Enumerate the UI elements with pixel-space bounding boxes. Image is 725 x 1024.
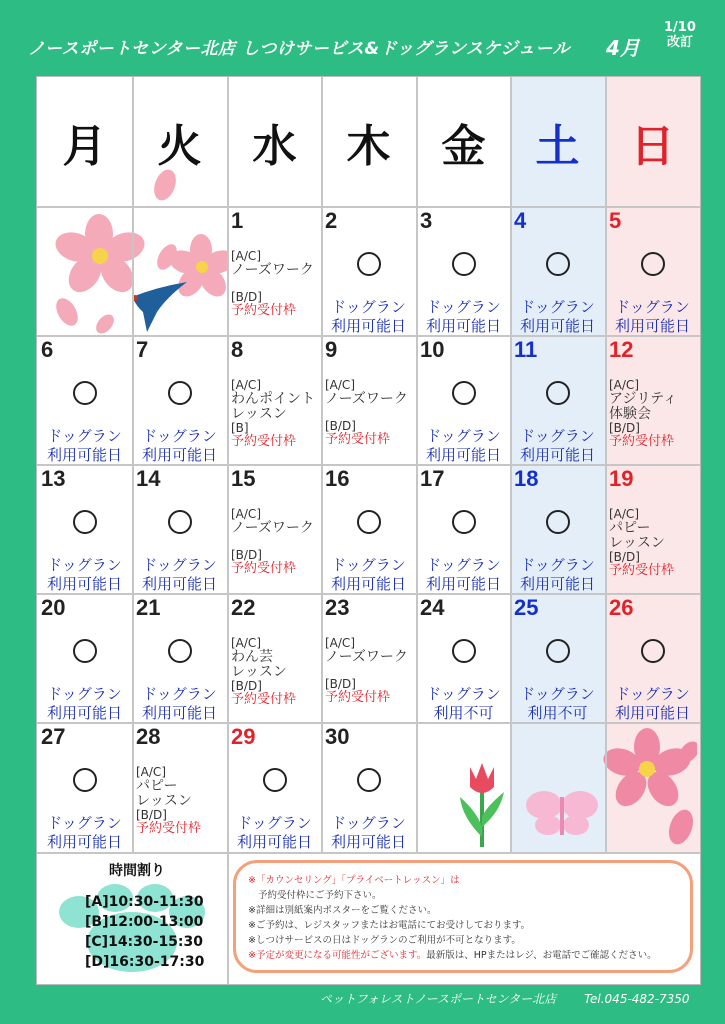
dogrun-label: ドッグラン	[426, 427, 501, 445]
day-cell-22	[227, 593, 322, 722]
weekday-sun: 日	[630, 120, 675, 172]
note-5: 最新版は、HPまたはレジ、お電話でご確認ください。	[426, 950, 657, 961]
day-number: 6	[41, 337, 54, 362]
dogrun-label: ドッグラン	[142, 556, 217, 574]
grid-line-horizontal	[37, 464, 700, 466]
dogrun-label: ドッグラン	[426, 685, 501, 703]
revision-date: 1/10	[664, 20, 696, 35]
dogrun-label: ドッグラン	[47, 814, 122, 832]
activity-name-line2: 体験会	[609, 406, 651, 422]
activity-name: ノーズワーク	[325, 391, 408, 407]
day-cell-8	[227, 335, 322, 464]
day-number: 5	[609, 208, 622, 233]
revision-label	[664, 20, 696, 50]
day-number: 24	[420, 595, 445, 620]
activity-slot-label: [A/C]	[231, 507, 261, 521]
day-number: 23	[325, 595, 350, 620]
day-number: 16	[325, 466, 350, 491]
grid-line-vertical	[510, 77, 512, 852]
day-cell-24	[416, 593, 511, 722]
day-cell-11	[510, 335, 605, 464]
dogrun-status: 利用可能日	[425, 446, 501, 464]
availability-circle-icon	[357, 252, 381, 276]
day-number: 10	[420, 337, 445, 362]
weekday-fri: 金	[441, 120, 486, 172]
activity-name: わんポイント	[231, 391, 315, 407]
availability-circle-icon	[641, 639, 665, 663]
dogrun-status: 利用可能日	[519, 317, 595, 335]
grid-line-vertical	[132, 77, 134, 852]
dogrun-label: ドッグラン	[520, 427, 595, 445]
sakura-swallow-illustration	[47, 212, 227, 337]
reserve-label: 予約受付枠	[231, 561, 297, 576]
dogrun-status: 利用可能日	[46, 833, 122, 851]
availability-circle-icon	[641, 252, 665, 276]
timeslot-d: [D]16:30-17:30	[85, 954, 205, 970]
dogrun-status: 利用可能日	[236, 833, 312, 851]
availability-circle-icon	[452, 510, 476, 534]
reserve-label: 予約受付枠	[231, 434, 297, 449]
day-cell-23	[321, 593, 416, 722]
reserve-slot-label: [B]	[231, 421, 249, 435]
dogrun-status: 利用可能日	[46, 446, 122, 464]
note-1a: ※「カウンセリング」「プライベートレッスン」は	[248, 875, 460, 886]
reserve-label: 予約受付枠	[231, 303, 297, 318]
activity-name-line2: レッスン	[136, 793, 192, 809]
activity-name-line2: レッスン	[231, 406, 287, 422]
day-cell-15	[227, 464, 322, 593]
dogrun-label: ドッグラン	[520, 298, 595, 316]
availability-circle-icon	[357, 510, 381, 534]
grid-line-vertical	[416, 77, 418, 852]
day-number: 14	[136, 466, 161, 491]
day-cell-3	[416, 206, 511, 335]
availability-circle-icon	[452, 381, 476, 405]
day-number: 3	[420, 208, 433, 233]
activity-name: わん芸	[231, 649, 273, 665]
activity-slot-label: [A/C]	[231, 249, 261, 263]
day-cell-6	[37, 335, 132, 464]
footer-tel: Tel.045-482-7350	[584, 992, 690, 1006]
day-number: 25	[514, 595, 539, 620]
activity-name-line2: レッスン	[231, 664, 287, 680]
weekday-sat: 土	[535, 120, 580, 172]
sakura-petal-decoration	[147, 165, 187, 205]
dogrun-label: ドッグラン	[426, 556, 501, 574]
day-cell-20	[37, 593, 132, 722]
day-number: 28	[136, 724, 161, 749]
availability-circle-icon	[73, 510, 97, 534]
activity-name: パピー	[136, 778, 178, 794]
grid-line-horizontal	[37, 335, 700, 337]
availability-circle-icon	[546, 381, 570, 405]
reserve-slot-label: [B/D]	[231, 679, 262, 693]
activity-slot-label: [A/C]	[231, 378, 261, 392]
dogrun-label: ドッグラン	[142, 427, 217, 445]
availability-circle-icon	[452, 252, 476, 276]
weekday-thu: 木	[346, 120, 391, 172]
availability-circle-icon	[357, 768, 381, 792]
grid-line-horizontal	[37, 852, 700, 854]
day-number: 12	[609, 337, 634, 362]
availability-circle-icon	[546, 510, 570, 534]
day-number: 15	[231, 466, 256, 491]
reserve-label: 予約受付枠	[136, 821, 202, 836]
activity-name: アジリティ	[609, 391, 678, 407]
availability-circle-icon	[168, 381, 192, 405]
availability-circle-icon	[546, 252, 570, 276]
availability-circle-icon	[168, 639, 192, 663]
day-number: 18	[514, 466, 539, 491]
grid-line-horizontal	[37, 206, 700, 208]
footer-store: ペットフォレストノースポートセンター北店	[320, 992, 557, 1006]
day-cell-2	[321, 206, 416, 335]
grid-line-horizontal	[37, 593, 700, 595]
day-cell-28	[132, 722, 227, 851]
dogrun-status: 利用可能日	[330, 575, 406, 593]
activity-slot-label: [A/C]	[325, 636, 355, 650]
activity-slot-label: [A/C]	[325, 378, 355, 392]
day-number: 7	[136, 337, 149, 362]
day-number: 11	[514, 337, 538, 362]
reserve-label: 予約受付枠	[325, 690, 391, 705]
day-cell-27	[37, 722, 132, 851]
day-cell-17	[416, 464, 511, 593]
activity-name: パピー	[609, 520, 651, 536]
note-2: ※詳細は別紙案内ポスターをご覧ください。	[248, 905, 437, 916]
day-cell-29	[227, 722, 322, 851]
dogrun-label: ドッグラン	[615, 298, 690, 316]
day-number: 2	[325, 208, 338, 233]
availability-circle-icon	[452, 639, 476, 663]
day-cell-7	[132, 335, 227, 464]
dogrun-label: ドッグラン	[426, 298, 501, 316]
reserve-slot-label: [B/D]	[325, 419, 356, 433]
reserve-label: 予約受付枠	[231, 692, 297, 707]
timeslot-b: [B]12:00-13:00	[85, 914, 204, 930]
timeslot-a: [A]10:30-11:30	[85, 894, 204, 910]
dogrun-status: 利用可能日	[614, 317, 690, 335]
activity-info	[325, 637, 408, 704]
availability-circle-icon	[73, 381, 97, 405]
day-cell-12	[605, 335, 700, 464]
activity-info	[325, 379, 408, 446]
day-cell-25	[510, 593, 605, 722]
dogrun-status: 利用可能日	[141, 446, 217, 464]
activity-name: ノーズワーク	[231, 262, 314, 278]
dogrun-label: ドッグラン	[331, 298, 406, 316]
activity-info	[231, 379, 315, 448]
day-cell-19	[605, 464, 700, 593]
activity-slot-label: [A/C]	[136, 765, 166, 779]
note-3: ※ご予約は、レジスタッフまたはお電話にてお受けしております。	[248, 920, 531, 931]
dogrun-status: 利用可能日	[330, 317, 406, 335]
grid-line-vertical	[605, 77, 607, 852]
day-cell-10	[416, 335, 511, 464]
availability-circle-icon	[546, 639, 570, 663]
dogrun-status: 利用可能日	[519, 575, 595, 593]
reserve-slot-label: [B/D]	[136, 808, 167, 822]
day-cell-9	[321, 335, 416, 464]
calendar-grid	[36, 76, 701, 985]
reserve-slot-label: [B/D]	[231, 290, 262, 304]
day-cell-5	[605, 206, 700, 335]
dogrun-label: ドッグラン	[237, 814, 312, 832]
weekday-wed: 水	[252, 120, 297, 172]
tulip-illustration	[452, 757, 512, 852]
day-cell-21	[132, 593, 227, 722]
day-number: 27	[41, 724, 66, 749]
notes-box	[233, 860, 693, 973]
activity-slot-label: [A/C]	[231, 636, 261, 650]
day-number: 30	[325, 724, 350, 749]
dogrun-label: ドッグラン	[615, 685, 690, 703]
activity-info	[609, 508, 674, 577]
dogrun-label: ドッグラン	[47, 556, 122, 574]
dogrun-status: 利用可能日	[425, 575, 501, 593]
footer	[320, 990, 690, 1007]
timeslot-c: [C]14:30-15:30	[85, 934, 204, 950]
activity-info	[231, 508, 314, 575]
weekday-tue: 火	[157, 120, 202, 172]
dogrun-status: 利用可能日	[46, 704, 122, 722]
dogrun-label: ドッグラン	[142, 685, 217, 703]
availability-circle-icon	[73, 768, 97, 792]
day-number: 13	[41, 466, 66, 491]
day-cell-13	[37, 464, 132, 593]
dogrun-status: 利用可能日	[141, 575, 217, 593]
activity-slot-label: [A/C]	[609, 378, 639, 392]
grid-line-vertical	[321, 77, 323, 852]
day-cell-16	[321, 464, 416, 593]
reserve-label: 予約受付枠	[609, 563, 675, 578]
day-number: 19	[609, 466, 634, 491]
reserve-slot-label: [B/D]	[609, 421, 640, 435]
activity-info	[231, 637, 296, 706]
dogrun-label: ドッグラン	[520, 685, 595, 703]
note-1b: 予約受付枠にご予約下さい。	[258, 890, 382, 901]
availability-circle-icon	[73, 639, 97, 663]
day-number: 8	[231, 337, 244, 362]
day-number: 29	[231, 724, 256, 749]
dogrun-status: 利用可能日	[141, 704, 217, 722]
day-cell-1	[227, 206, 322, 335]
activity-info	[136, 766, 201, 835]
day-number: 17	[420, 466, 445, 491]
day-number: 4	[514, 208, 527, 233]
dogrun-status: 利用可能日	[425, 317, 501, 335]
day-cell-14	[132, 464, 227, 593]
day-number: 9	[325, 337, 338, 362]
availability-circle-icon	[168, 510, 192, 534]
reserve-label: 予約受付枠	[609, 434, 675, 449]
dogrun-label: ドッグラン	[331, 556, 406, 574]
timetable-title: 時間割り	[109, 863, 165, 879]
note-5-warning: ※予定が変更になる可能性がございます。	[248, 950, 427, 961]
reserve-label: 予約受付枠	[325, 432, 391, 447]
reserve-slot-label: [B/D]	[325, 677, 356, 691]
revision-text: 改訂	[666, 35, 693, 50]
activity-slot-label: [A/C]	[609, 507, 639, 521]
day-number: 21	[136, 595, 161, 620]
day-cell-18	[510, 464, 605, 593]
availability-circle-icon	[263, 768, 287, 792]
day-cell-30	[321, 722, 416, 851]
grid-line-horizontal	[37, 722, 700, 724]
weekday-mon: 月	[62, 120, 107, 172]
note-4: ※しつけサービスの日はドッグランのご利用が不可となります。	[248, 935, 521, 946]
day-cell-4	[510, 206, 605, 335]
day-number: 20	[41, 595, 66, 620]
dogrun-label: ドッグラン	[47, 685, 122, 703]
month-label: 4月	[606, 36, 640, 60]
reserve-slot-label: [B/D]	[231, 548, 262, 562]
page-title: ノースポートセンター北店 しつけサービス&ドッグランスケジュール	[28, 39, 570, 59]
dogrun-status: 利用可能日	[519, 446, 595, 464]
dogrun-status: 利用不可	[527, 704, 588, 722]
dogrun-status: 利用可能日	[46, 575, 122, 593]
activity-info	[231, 250, 314, 317]
day-number: 26	[609, 595, 634, 620]
dogrun-label: ドッグラン	[331, 814, 406, 832]
activity-name-line2: レッスン	[609, 535, 665, 551]
dogrun-status: 利用可能日	[330, 833, 406, 851]
butterfly-illustration	[522, 787, 602, 842]
dogrun-label: ドッグラン	[47, 427, 122, 445]
dogrun-label: ドッグラン	[520, 556, 595, 574]
day-cell-26	[605, 593, 700, 722]
grid-line-vertical	[227, 77, 229, 984]
day-number: 1	[231, 208, 244, 233]
dogrun-status: 利用不可	[433, 704, 494, 722]
activity-name: ノーズワーク	[231, 520, 314, 536]
day-number: 22	[231, 595, 256, 620]
activity-info	[609, 379, 677, 448]
dogrun-status: 利用可能日	[614, 704, 690, 722]
reserve-slot-label: [B/D]	[609, 550, 640, 564]
sakura-flower-illustration	[597, 727, 697, 847]
notes-area	[37, 852, 700, 984]
activity-name: ノーズワーク	[325, 649, 408, 665]
